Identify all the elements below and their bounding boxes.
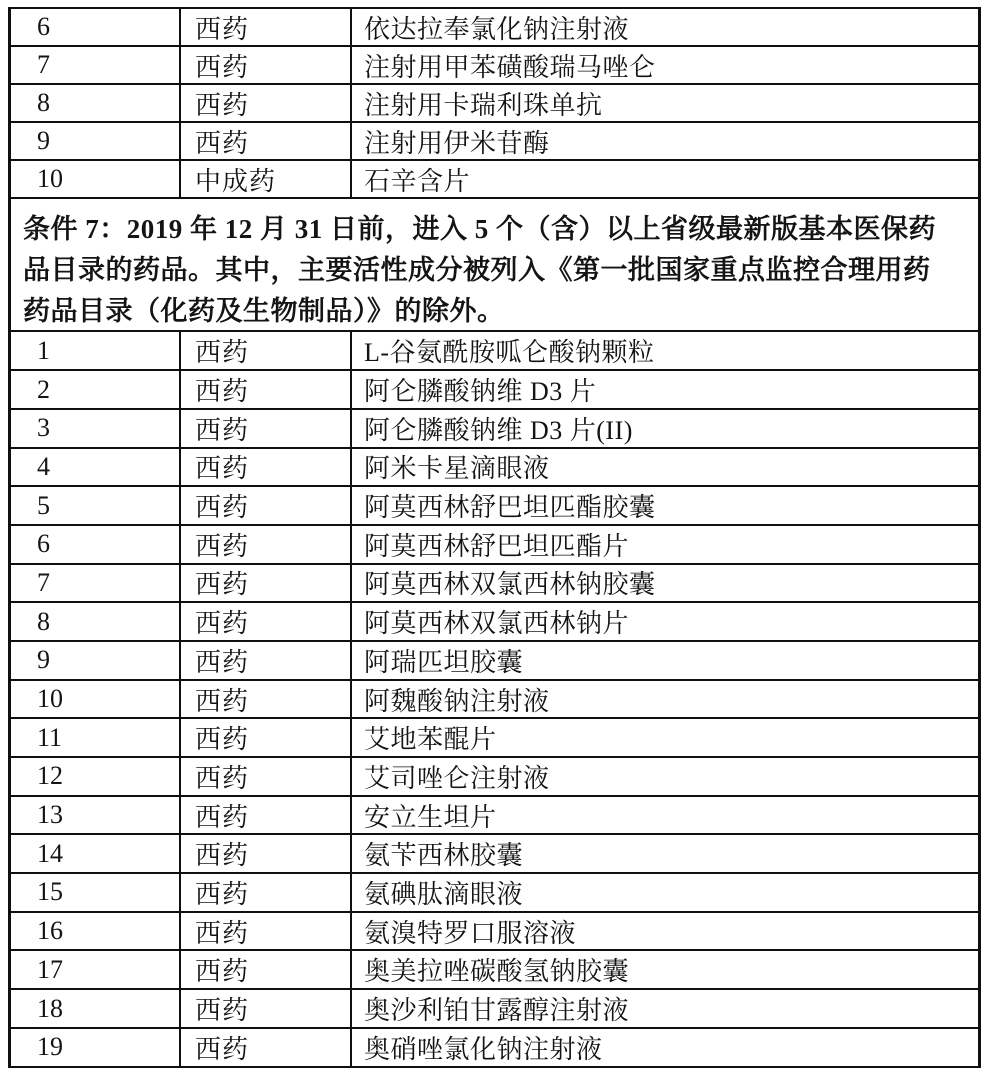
table-row — [11, 410, 978, 449]
drug-name-cell: 阿莫西林舒巴坦匹酯片 — [364, 531, 630, 561]
drug-name-cell: 依达拉奉氯化钠注射液 — [364, 14, 630, 44]
drug-name-cell: 注射用卡瑞利珠单抗 — [364, 90, 603, 120]
drug-type-cell: 西药 — [181, 990, 352, 1027]
drug-type-cell: 西药 — [181, 758, 352, 795]
row-number-cell: 6 — [11, 526, 181, 563]
drug-type-cell: 西药 — [181, 332, 352, 369]
drug-name-cell: 奥美拉唑碳酸氢钠胶囊 — [364, 957, 630, 987]
table-row — [11, 9, 978, 47]
drug-type-cell: 西药 — [181, 719, 352, 756]
condition-note-line: 品目录的药品。其中，主要活性成分被列入《第一批国家重点监控合理用药 — [23, 255, 931, 286]
drug-name-cell: 阿仑膦酸钠维 D3 片 — [364, 377, 597, 406]
table-row — [11, 526, 978, 565]
row-number-cell: 4 — [11, 449, 181, 486]
table-row — [11, 874, 978, 913]
row-number-cell: 2 — [11, 371, 181, 408]
drug-table-condition-7 — [11, 332, 978, 1067]
table-row — [11, 603, 978, 642]
table-row — [11, 719, 978, 758]
drug-name-cell: 注射用伊米苷酶 — [364, 128, 550, 158]
drug-name-cell: 奥沙利铂甘露醇注射液 — [364, 996, 630, 1025]
drug-type-cell: 西药 — [181, 85, 352, 121]
drug-type-cell: 中成药 — [181, 161, 352, 197]
drug-name-cell: 注射用甲苯磺酸瑞马唑仑 — [364, 52, 656, 82]
table-row — [11, 990, 978, 1029]
table-row — [11, 371, 978, 410]
row-number-cell: 11 — [11, 719, 181, 756]
row-number-cell: 8 — [11, 603, 181, 640]
row-number-cell: 17 — [11, 951, 181, 988]
drug-type-cell: 西药 — [181, 797, 352, 834]
drug-type-cell: 西药 — [181, 449, 352, 486]
condition-note-line: 条件 7：2019 年 12 月 31 日前，进入 5 个（含）以上省级最新版基本医保药 — [23, 214, 936, 245]
drug-name-cell: 阿仑膦酸钠维 D3 片(II) — [364, 415, 633, 445]
row-number-cell: 9 — [11, 123, 181, 159]
row-number-cell: 10 — [11, 681, 181, 718]
drug-name-cell: 艾地苯醌片 — [364, 725, 497, 755]
table-row — [11, 487, 978, 526]
drug-type-cell: 西药 — [181, 603, 352, 640]
table-row — [11, 332, 978, 371]
drug-type-cell: 西药 — [181, 874, 352, 911]
drug-name-cell: 阿莫西林双氯西林钠胶囊 — [364, 570, 656, 600]
drug-name-cell: 艾司唑仑注射液 — [364, 763, 550, 793]
drug-name-cell: 安立生坦片 — [364, 802, 497, 832]
table-row — [11, 85, 978, 123]
row-number-cell: 19 — [11, 1029, 181, 1066]
table-row — [11, 913, 978, 952]
row-number-cell: 9 — [11, 642, 181, 679]
row-number-cell: 7 — [11, 47, 181, 83]
table-row — [11, 681, 978, 720]
table-row — [11, 758, 978, 797]
drug-type-cell: 西药 — [181, 9, 352, 45]
drug-name-cell: 氨苄西林胶囊 — [364, 841, 524, 871]
drug-type-cell: 西药 — [181, 410, 352, 447]
row-number-cell: 16 — [11, 913, 181, 950]
drug-type-cell: 西药 — [181, 565, 352, 602]
table-row — [11, 123, 978, 161]
drug-table-continued — [11, 9, 978, 199]
table-row — [11, 47, 978, 85]
table-row — [11, 1029, 978, 1068]
row-number-cell: 15 — [11, 874, 181, 911]
drug-type-cell: 西药 — [181, 487, 352, 524]
drug-type-cell: 西药 — [181, 371, 352, 408]
document-sheet — [8, 7, 981, 1068]
row-number-cell: 8 — [11, 85, 181, 121]
drug-name-cell: 氨溴特罗口服溶液 — [364, 918, 577, 948]
drug-type-cell: 西药 — [181, 123, 352, 159]
row-number-cell: 3 — [11, 410, 181, 447]
row-number-cell: 13 — [11, 797, 181, 834]
drug-name-cell: 奥硝唑氯化钠注射液 — [364, 1034, 603, 1064]
row-number-cell: 10 — [11, 161, 181, 197]
table-row — [11, 835, 978, 874]
drug-name-cell: 阿莫西林双氯西林钠片 — [364, 609, 630, 639]
drug-type-cell: 西药 — [181, 47, 352, 83]
drug-name-cell: 阿瑞匹坦胶囊 — [364, 647, 524, 677]
drug-name-cell: 石辛含片 — [364, 166, 471, 196]
table-row — [11, 951, 978, 990]
drug-name-cell: 阿莫西林舒巴坦匹酯胶囊 — [364, 493, 656, 523]
row-number-cell: 6 — [11, 9, 181, 45]
row-number-cell: 18 — [11, 990, 181, 1027]
table-row — [11, 642, 978, 681]
table-row — [11, 797, 978, 836]
condition-note-line: 药品目录（化药及生物制品）》的除外。 — [23, 296, 505, 327]
row-number-cell: 1 — [11, 332, 181, 369]
drug-name-cell: 氨碘肽滴眼液 — [364, 879, 524, 909]
drug-name-cell: L-谷氨酰胺呱仑酸钠颗粒 — [364, 338, 655, 368]
drug-name-cell: 阿魏酸钠注射液 — [364, 686, 550, 716]
table-row — [11, 565, 978, 604]
row-number-cell: 12 — [11, 758, 181, 795]
drug-type-cell: 西药 — [181, 526, 352, 563]
drug-name-cell: 阿米卡星滴眼液 — [364, 454, 550, 484]
row-number-cell: 5 — [11, 487, 181, 524]
drug-type-cell: 西药 — [181, 835, 352, 872]
row-number-cell: 14 — [11, 835, 181, 872]
table-row — [11, 161, 978, 199]
table-row — [11, 449, 978, 488]
condition-note — [11, 199, 978, 332]
drug-type-cell: 西药 — [181, 913, 352, 950]
drug-type-cell: 西药 — [181, 642, 352, 679]
drug-type-cell: 西药 — [181, 951, 352, 988]
drug-type-cell: 西药 — [181, 681, 352, 718]
row-number-cell: 7 — [11, 565, 181, 602]
drug-type-cell: 西药 — [181, 1029, 352, 1066]
